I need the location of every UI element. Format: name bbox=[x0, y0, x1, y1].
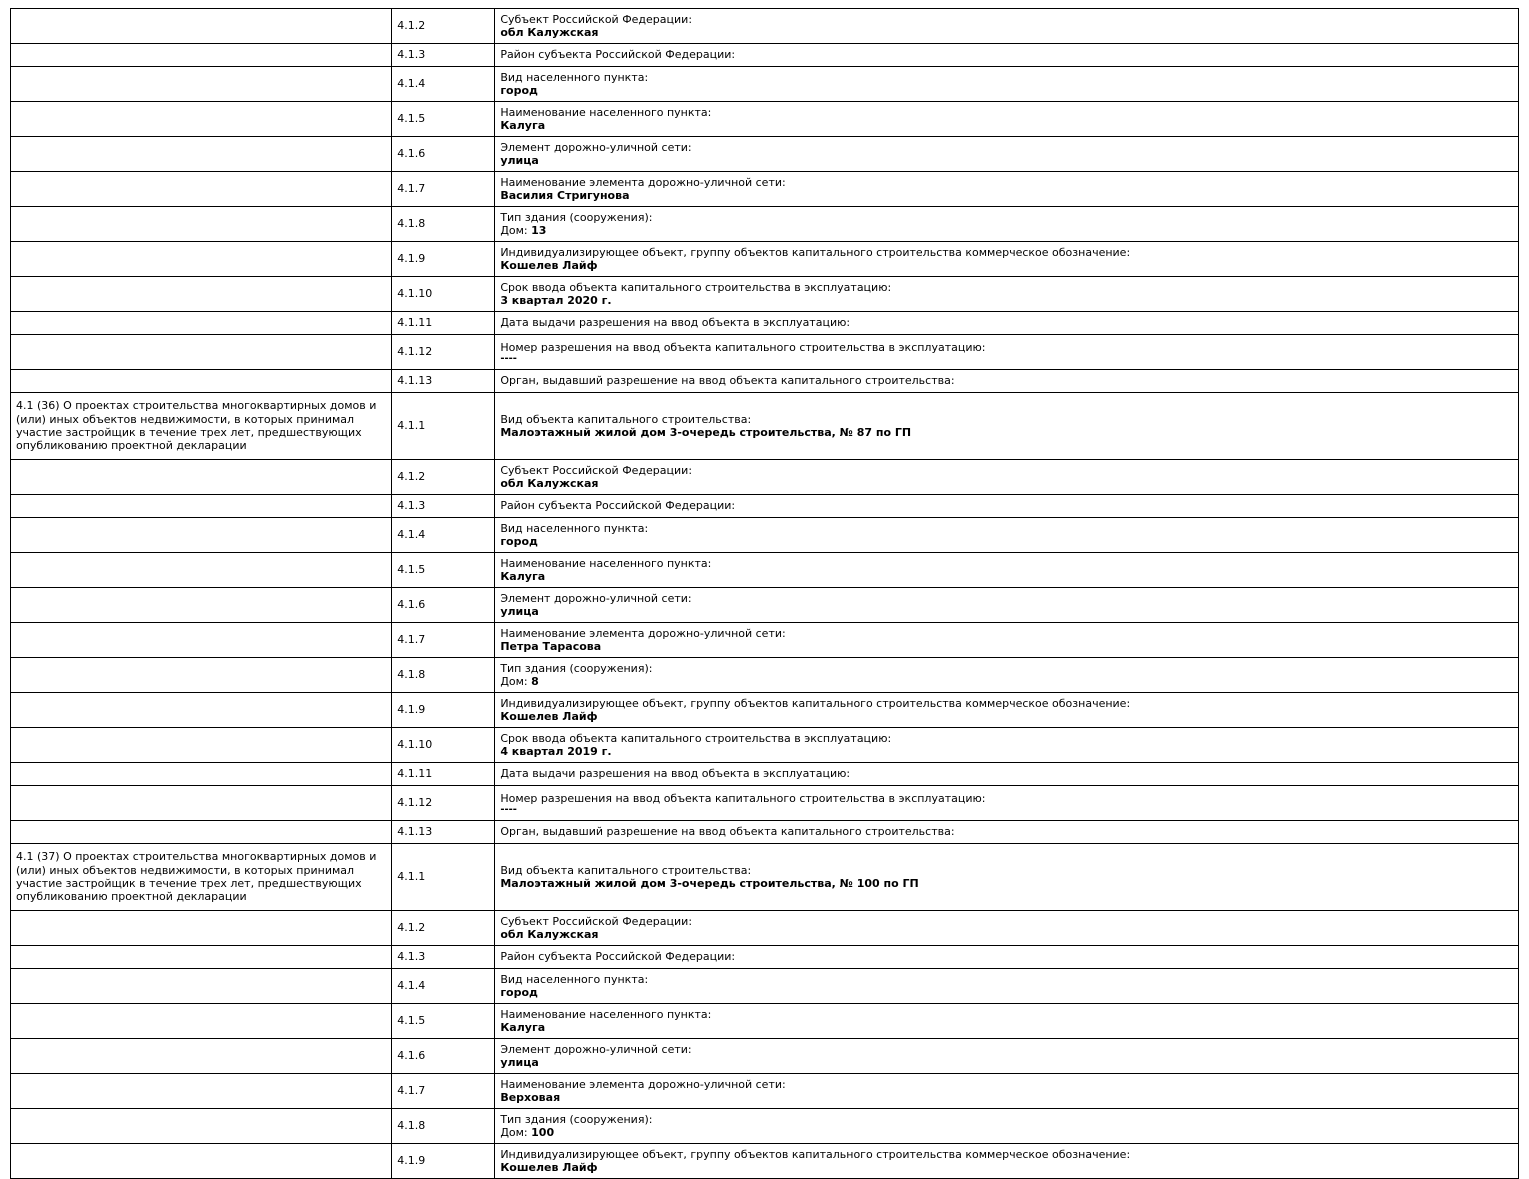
field-value-cell bbox=[495, 44, 1519, 67]
field-label: Вид населенного пункта: bbox=[500, 70, 649, 84]
field-value-cell bbox=[495, 495, 1519, 518]
section-empty-cell bbox=[11, 370, 392, 393]
field-label: Тип здания (сооружения): bbox=[500, 210, 653, 224]
field-value: Малоэтажный жилой дом 3-очередь строительства, № 100 по ГП bbox=[500, 877, 919, 890]
section-empty-cell bbox=[11, 277, 392, 312]
field-code-cell: 4.1.7 bbox=[392, 172, 495, 207]
field-code-cell: 4.1.13 bbox=[392, 821, 495, 844]
field-code-cell: 4.1.5 bbox=[392, 102, 495, 137]
table-row bbox=[11, 277, 1519, 312]
field-code-cell: 4.1.8 bbox=[392, 1109, 495, 1144]
field-label: Орган, выдавший разрешение на ввод объекта капитального строительства: bbox=[500, 374, 955, 388]
field-code-cell: 4.1.9 bbox=[392, 693, 495, 728]
section-empty-cell bbox=[11, 1144, 392, 1179]
field-label: Вид населенного пункта: bbox=[500, 972, 649, 986]
field-code-cell: 4.1.8 bbox=[392, 658, 495, 693]
field-label: Номер разрешения на ввод объекта капитального строительства в эксплуатацию: bbox=[500, 340, 986, 354]
section-empty-cell bbox=[11, 911, 392, 946]
table-row bbox=[11, 946, 1519, 969]
field-code-cell: 4.1.7 bbox=[392, 623, 495, 658]
table-row bbox=[11, 172, 1519, 207]
field-code-cell: 4.1.11 bbox=[392, 312, 495, 335]
table-row bbox=[11, 763, 1519, 786]
field-value-cell bbox=[495, 946, 1519, 969]
field-code-cell: 4.1.4 bbox=[392, 518, 495, 553]
section-empty-cell bbox=[11, 786, 392, 821]
section-empty-cell bbox=[11, 588, 392, 623]
field-value-cell bbox=[495, 460, 1519, 495]
table-row bbox=[11, 1074, 1519, 1109]
field-value-cell bbox=[495, 1039, 1519, 1074]
field-label: Срок ввода объекта капитального строительства в эксплуатацию: bbox=[500, 731, 892, 745]
field-value: Кошелев Лайф bbox=[500, 1161, 598, 1174]
field-label: Район субъекта Российской Федерации: bbox=[500, 48, 736, 62]
field-label: Срок ввода объекта капитального строительства в эксплуатацию: bbox=[500, 280, 892, 294]
field-label: Элемент дорожно-уличной сети: bbox=[500, 140, 692, 154]
field-code-cell: 4.1.4 bbox=[392, 67, 495, 102]
field-code-cell: 4.1.1 bbox=[392, 393, 495, 460]
field-label: Субъект Российской Федерации: bbox=[500, 463, 693, 477]
field-value: город bbox=[500, 986, 538, 999]
field-value-cell bbox=[495, 763, 1519, 786]
section-empty-cell bbox=[11, 312, 392, 335]
field-value: Дом: 8 bbox=[500, 675, 539, 688]
field-label: Индивидуализирующее объект, группу объектов капитального строительства коммерческое обозначение: bbox=[500, 696, 1131, 710]
field-value: Кошелев Лайф bbox=[500, 259, 598, 272]
field-label: Субъект Российской Федерации: bbox=[500, 12, 693, 26]
field-label: Тип здания (сооружения): bbox=[500, 661, 653, 675]
field-value-cell bbox=[495, 335, 1519, 370]
field-code-cell: 4.1.13 bbox=[392, 370, 495, 393]
field-value-cell bbox=[495, 172, 1519, 207]
field-value-cell bbox=[495, 312, 1519, 335]
field-value-cell bbox=[495, 658, 1519, 693]
table-body bbox=[11, 9, 1519, 1179]
field-code-cell: 4.1.10 bbox=[392, 277, 495, 312]
section-empty-cell bbox=[11, 1039, 392, 1074]
field-code-cell: 4.1.9 bbox=[392, 242, 495, 277]
field-value: Калуга bbox=[500, 119, 546, 132]
section-empty-cell bbox=[11, 1109, 392, 1144]
table-row bbox=[11, 460, 1519, 495]
field-label: Вид объекта капитального строительства: bbox=[500, 412, 752, 426]
field-value-cell bbox=[495, 1074, 1519, 1109]
section-empty-cell bbox=[11, 1004, 392, 1039]
field-value-bold: 100 bbox=[531, 1126, 555, 1139]
table-row bbox=[11, 821, 1519, 844]
field-value-cell bbox=[495, 728, 1519, 763]
table-row bbox=[11, 242, 1519, 277]
field-value: обл Калужская bbox=[500, 928, 599, 941]
field-code-cell: 4.1.11 bbox=[392, 763, 495, 786]
field-value-cell bbox=[495, 1144, 1519, 1179]
section-empty-cell bbox=[11, 207, 392, 242]
field-value: ---- bbox=[500, 353, 517, 365]
field-code-cell: 4.1.2 bbox=[392, 9, 495, 44]
field-label: Наименование элемента дорожно-уличной сети: bbox=[500, 626, 786, 640]
table-row bbox=[11, 518, 1519, 553]
field-label: Район субъекта Российской Федерации: bbox=[500, 499, 736, 513]
table-row bbox=[11, 1144, 1519, 1179]
table-row bbox=[11, 728, 1519, 763]
table-row bbox=[11, 623, 1519, 658]
table-row bbox=[11, 658, 1519, 693]
field-label: Номер разрешения на ввод объекта капитального строительства в эксплуатацию: bbox=[500, 791, 986, 805]
field-value: обл Калужская bbox=[500, 26, 599, 39]
field-label: Элемент дорожно-уличной сети: bbox=[500, 591, 692, 605]
field-code-cell: 4.1.12 bbox=[392, 335, 495, 370]
section-empty-cell bbox=[11, 172, 392, 207]
table-row bbox=[11, 1109, 1519, 1144]
table-row bbox=[11, 102, 1519, 137]
section-empty-cell bbox=[11, 821, 392, 844]
field-label: Дата выдачи разрешения на ввод объекта в эксплуатацию: bbox=[500, 767, 851, 781]
section-title-cell: 4.1 (37) О проектах строительства многоквартирных домов и (или) иных объектов недвижимости, в которых принимал участие застройщик в течение трех лет, предшествующих опубликованию проектной декларации bbox=[11, 844, 392, 911]
field-value-cell bbox=[495, 588, 1519, 623]
field-code-cell: 4.1.9 bbox=[392, 1144, 495, 1179]
table-row bbox=[11, 393, 1519, 460]
field-value-cell bbox=[495, 1004, 1519, 1039]
field-label: Элемент дорожно-уличной сети: bbox=[500, 1042, 692, 1056]
field-value: улица bbox=[500, 154, 539, 167]
field-value-cell bbox=[495, 518, 1519, 553]
field-value: Верховая bbox=[500, 1091, 561, 1104]
field-value: Калуга bbox=[500, 570, 546, 583]
field-value: ---- bbox=[500, 804, 517, 816]
field-value: Василия Стригунова bbox=[500, 189, 630, 202]
field-value: Кошелев Лайф bbox=[500, 710, 598, 723]
field-code-cell: 4.1.5 bbox=[392, 1004, 495, 1039]
section-empty-cell bbox=[11, 495, 392, 518]
field-value-cell bbox=[495, 1109, 1519, 1144]
field-value: Петра Тарасова bbox=[500, 640, 602, 653]
table-row bbox=[11, 911, 1519, 946]
field-value: Дом: 13 bbox=[500, 224, 547, 237]
field-value: 3 квартал 2020 г. bbox=[500, 294, 612, 307]
table-row bbox=[11, 44, 1519, 67]
field-value-cell bbox=[495, 623, 1519, 658]
table-row bbox=[11, 207, 1519, 242]
field-code-cell: 4.1.8 bbox=[392, 207, 495, 242]
table-row bbox=[11, 370, 1519, 393]
field-code-cell: 4.1.6 bbox=[392, 1039, 495, 1074]
field-value-cell bbox=[495, 207, 1519, 242]
field-value: Калуга bbox=[500, 1021, 546, 1034]
section-empty-cell bbox=[11, 658, 392, 693]
section-empty-cell bbox=[11, 1074, 392, 1109]
field-value-bold: 13 bbox=[531, 224, 547, 237]
section-empty-cell bbox=[11, 693, 392, 728]
field-label: Наименование населенного пункта: bbox=[500, 556, 712, 570]
field-label: Наименование населенного пункта: bbox=[500, 1007, 712, 1021]
field-code-cell: 4.1.6 bbox=[392, 588, 495, 623]
table-row bbox=[11, 844, 1519, 911]
field-value-cell bbox=[495, 242, 1519, 277]
field-value-cell bbox=[495, 844, 1519, 911]
table-row bbox=[11, 9, 1519, 44]
field-label: Дата выдачи разрешения на ввод объекта в эксплуатацию: bbox=[500, 316, 851, 330]
field-value-cell bbox=[495, 67, 1519, 102]
field-value-cell bbox=[495, 102, 1519, 137]
table-row bbox=[11, 553, 1519, 588]
section-empty-cell bbox=[11, 335, 392, 370]
field-value: Малоэтажный жилой дом 3-очередь строительства, № 87 по ГП bbox=[500, 426, 912, 439]
field-value-cell bbox=[495, 969, 1519, 1004]
section-empty-cell bbox=[11, 763, 392, 786]
field-label: Наименование населенного пункта: bbox=[500, 105, 712, 119]
field-value: Дом: 100 bbox=[500, 1126, 555, 1139]
field-label: Орган, выдавший разрешение на ввод объекта капитального строительства: bbox=[500, 825, 955, 839]
section-empty-cell bbox=[11, 102, 392, 137]
section-empty-cell bbox=[11, 946, 392, 969]
field-label: Субъект Российской Федерации: bbox=[500, 914, 693, 928]
field-code-cell: 4.1.2 bbox=[392, 460, 495, 495]
table-row bbox=[11, 969, 1519, 1004]
section-empty-cell bbox=[11, 460, 392, 495]
field-code-cell: 4.1.3 bbox=[392, 946, 495, 969]
section-empty-cell bbox=[11, 137, 392, 172]
field-value-cell bbox=[495, 277, 1519, 312]
table-row bbox=[11, 1039, 1519, 1074]
table-row bbox=[11, 786, 1519, 821]
field-code-cell: 4.1.3 bbox=[392, 495, 495, 518]
section-title-cell: 4.1 (36) О проектах строительства многоквартирных домов и (или) иных объектов недвижимости, в которых принимал участие застройщик в течение трех лет, предшествующих опубликованию проектной декларации bbox=[11, 393, 392, 460]
field-label: Индивидуализирующее объект, группу объектов капитального строительства коммерческое обозначение: bbox=[500, 245, 1131, 259]
section-empty-cell bbox=[11, 9, 392, 44]
section-empty-cell bbox=[11, 728, 392, 763]
field-value: город bbox=[500, 535, 538, 548]
section-empty-cell bbox=[11, 67, 392, 102]
field-value-cell bbox=[495, 821, 1519, 844]
field-label: Индивидуализирующее объект, группу объектов капитального строительства коммерческое обозначение: bbox=[500, 1147, 1131, 1161]
field-value-bold: 8 bbox=[531, 675, 539, 688]
table-row bbox=[11, 495, 1519, 518]
section-empty-cell bbox=[11, 518, 392, 553]
field-label: Район субъекта Российской Федерации: bbox=[500, 950, 736, 964]
field-code-cell: 4.1.5 bbox=[392, 553, 495, 588]
field-value-cell bbox=[495, 137, 1519, 172]
field-code-cell: 4.1.12 bbox=[392, 786, 495, 821]
section-empty-cell bbox=[11, 553, 392, 588]
field-value: 4 квартал 2019 г. bbox=[500, 745, 612, 758]
field-value-cell bbox=[495, 393, 1519, 460]
declaration-table bbox=[10, 8, 1519, 1179]
field-value-cell bbox=[495, 911, 1519, 946]
field-value: обл Калужская bbox=[500, 477, 599, 490]
section-empty-cell bbox=[11, 242, 392, 277]
field-value-cell bbox=[495, 693, 1519, 728]
field-code-cell: 4.1.7 bbox=[392, 1074, 495, 1109]
table-row bbox=[11, 693, 1519, 728]
field-value: город bbox=[500, 84, 538, 97]
table-row bbox=[11, 67, 1519, 102]
field-value-cell bbox=[495, 786, 1519, 821]
table-row bbox=[11, 137, 1519, 172]
table-row bbox=[11, 1004, 1519, 1039]
field-code-cell: 4.1.10 bbox=[392, 728, 495, 763]
section-empty-cell bbox=[11, 44, 392, 67]
table-row bbox=[11, 312, 1519, 335]
section-empty-cell bbox=[11, 969, 392, 1004]
field-label: Наименование элемента дорожно-уличной сети: bbox=[500, 1077, 786, 1091]
section-empty-cell bbox=[11, 623, 392, 658]
field-label: Наименование элемента дорожно-уличной сети: bbox=[500, 175, 786, 189]
table-row bbox=[11, 335, 1519, 370]
field-code-cell: 4.1.4 bbox=[392, 969, 495, 1004]
field-code-cell: 4.1.6 bbox=[392, 137, 495, 172]
field-label: Вид населенного пункта: bbox=[500, 521, 649, 535]
field-code-cell: 4.1.2 bbox=[392, 911, 495, 946]
field-label: Вид объекта капитального строительства: bbox=[500, 863, 752, 877]
field-value-cell bbox=[495, 553, 1519, 588]
field-label: Тип здания (сооружения): bbox=[500, 1112, 653, 1126]
field-code-cell: 4.1.3 bbox=[392, 44, 495, 67]
field-value: улица bbox=[500, 605, 539, 618]
field-value: улица bbox=[500, 1056, 539, 1069]
field-value-cell bbox=[495, 370, 1519, 393]
table-row bbox=[11, 588, 1519, 623]
field-code-cell: 4.1.1 bbox=[392, 844, 495, 911]
field-value-cell bbox=[495, 9, 1519, 44]
